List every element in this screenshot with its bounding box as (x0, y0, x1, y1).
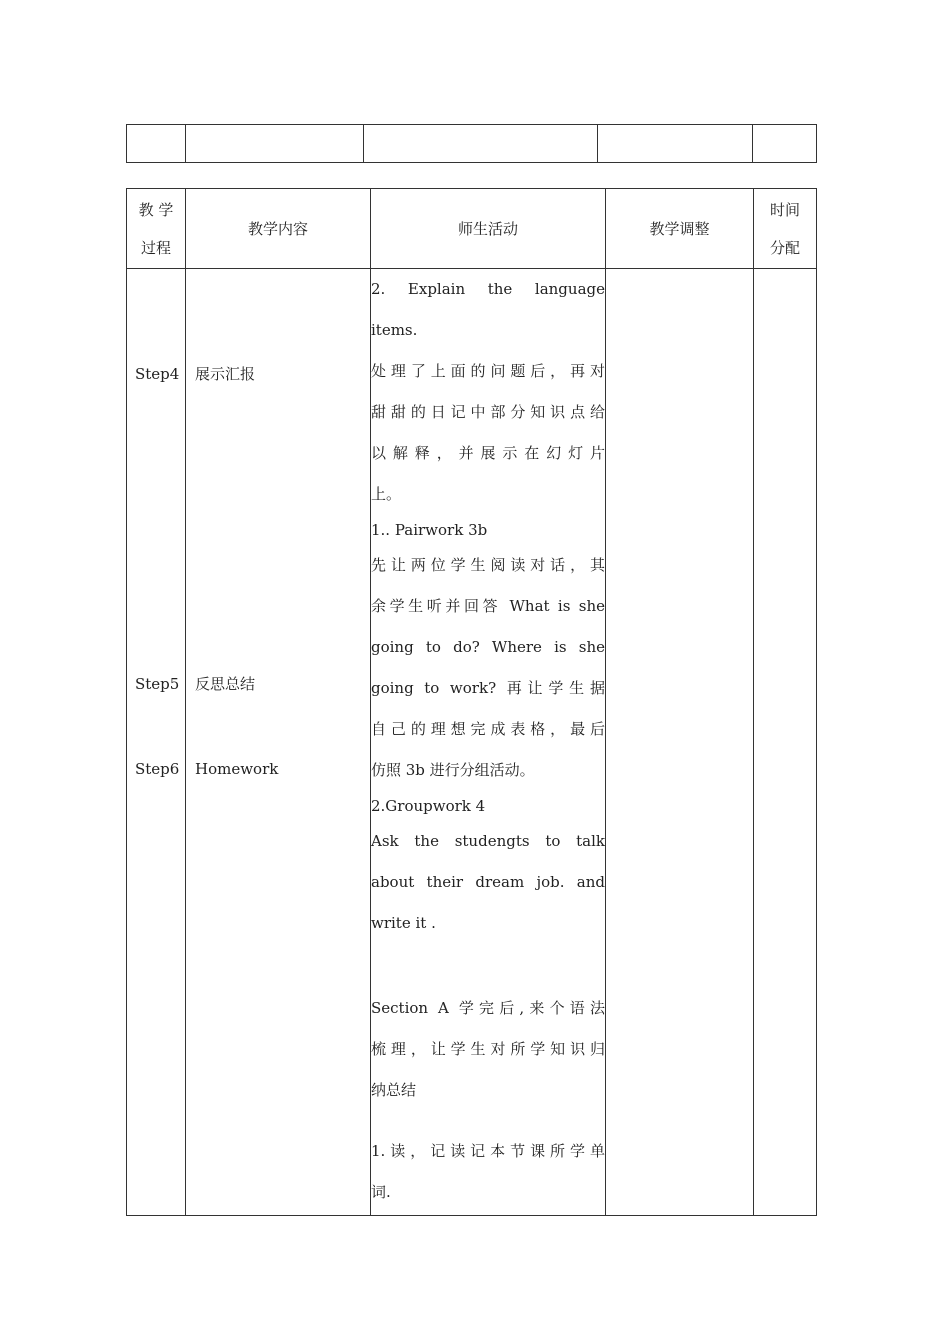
header-adjustment: 教学调整 (606, 189, 754, 269)
blank-cell (127, 125, 186, 163)
activity-line: 1.读，记读记本节课所学单 (371, 1142, 605, 1160)
step6-content: Homework (195, 760, 279, 778)
activity-line: 梳理，让学生对所学知识归 (371, 1040, 605, 1058)
adjustment-cell (606, 269, 754, 1216)
activity-line: write it . (371, 914, 436, 932)
step4-label: Step4 (135, 365, 180, 383)
header-process-line1: 教 学 (138, 200, 174, 219)
step6-label: Step6 (135, 760, 180, 778)
activity-line: 仿照 3b 进行分组活动。 (371, 761, 535, 779)
step4-content: 展示汇报 (195, 365, 256, 383)
header-time-line2: 分配 (769, 238, 800, 257)
header-time-line1: 时间 (769, 200, 800, 219)
activity-line: 自己的理想完成表格，最后 (371, 720, 605, 738)
step5-label: Step5 (135, 675, 180, 693)
activity-line: items. (371, 321, 418, 339)
top-blank-table (126, 124, 817, 163)
blank-cell (598, 125, 753, 163)
blank-cell (753, 125, 817, 163)
activity-line: 甜甜的日记中部分知识点给 (371, 403, 605, 421)
steps-cell (127, 269, 186, 1216)
header-row (127, 189, 817, 269)
header-activities: 师生活动 (371, 189, 606, 269)
content-cell (186, 269, 371, 1216)
activity-line: 上。 (371, 485, 402, 503)
body-row (127, 269, 817, 1216)
spacer (371, 1111, 605, 1131)
top-blank-row (127, 125, 817, 163)
activity-line: going to do? Where is she (371, 638, 605, 656)
header-process (127, 189, 186, 269)
spacer (371, 944, 605, 988)
activity-line: 以解释，并展示在幻灯片 (371, 444, 605, 462)
activity-line: 余学生听并回答 What is she (371, 597, 605, 615)
activity-line: Ask the studengts to talk (371, 832, 605, 850)
lesson-plan-table (126, 188, 817, 1216)
activities-cell (371, 269, 606, 1216)
activity-line: going to work? 再让学生据 (371, 679, 605, 697)
step5-content: 反思总结 (195, 675, 256, 693)
activity-line: about their dream job. and (371, 873, 605, 891)
activity-line: 纳总结 (371, 1081, 417, 1099)
activity-line: 词. (371, 1183, 391, 1201)
activity-line: 处理了上面的问题后，再对 (371, 362, 605, 380)
activity-line: 2.Groupwork 4 (371, 797, 486, 815)
header-time (754, 189, 817, 269)
activity-line: Section A 学完后,来个语法 (371, 999, 605, 1017)
activity-line: 先让两位学生阅读对话，其 (371, 556, 605, 574)
header-process-line2: 过程 (140, 238, 171, 257)
time-cell (754, 269, 817, 1216)
blank-cell (364, 125, 598, 163)
blank-cell (186, 125, 364, 163)
header-content: 教学内容 (186, 189, 371, 269)
activity-line: 2. Explain the language (371, 280, 605, 298)
activity-line: 1.. Pairwork 3b (371, 521, 488, 539)
